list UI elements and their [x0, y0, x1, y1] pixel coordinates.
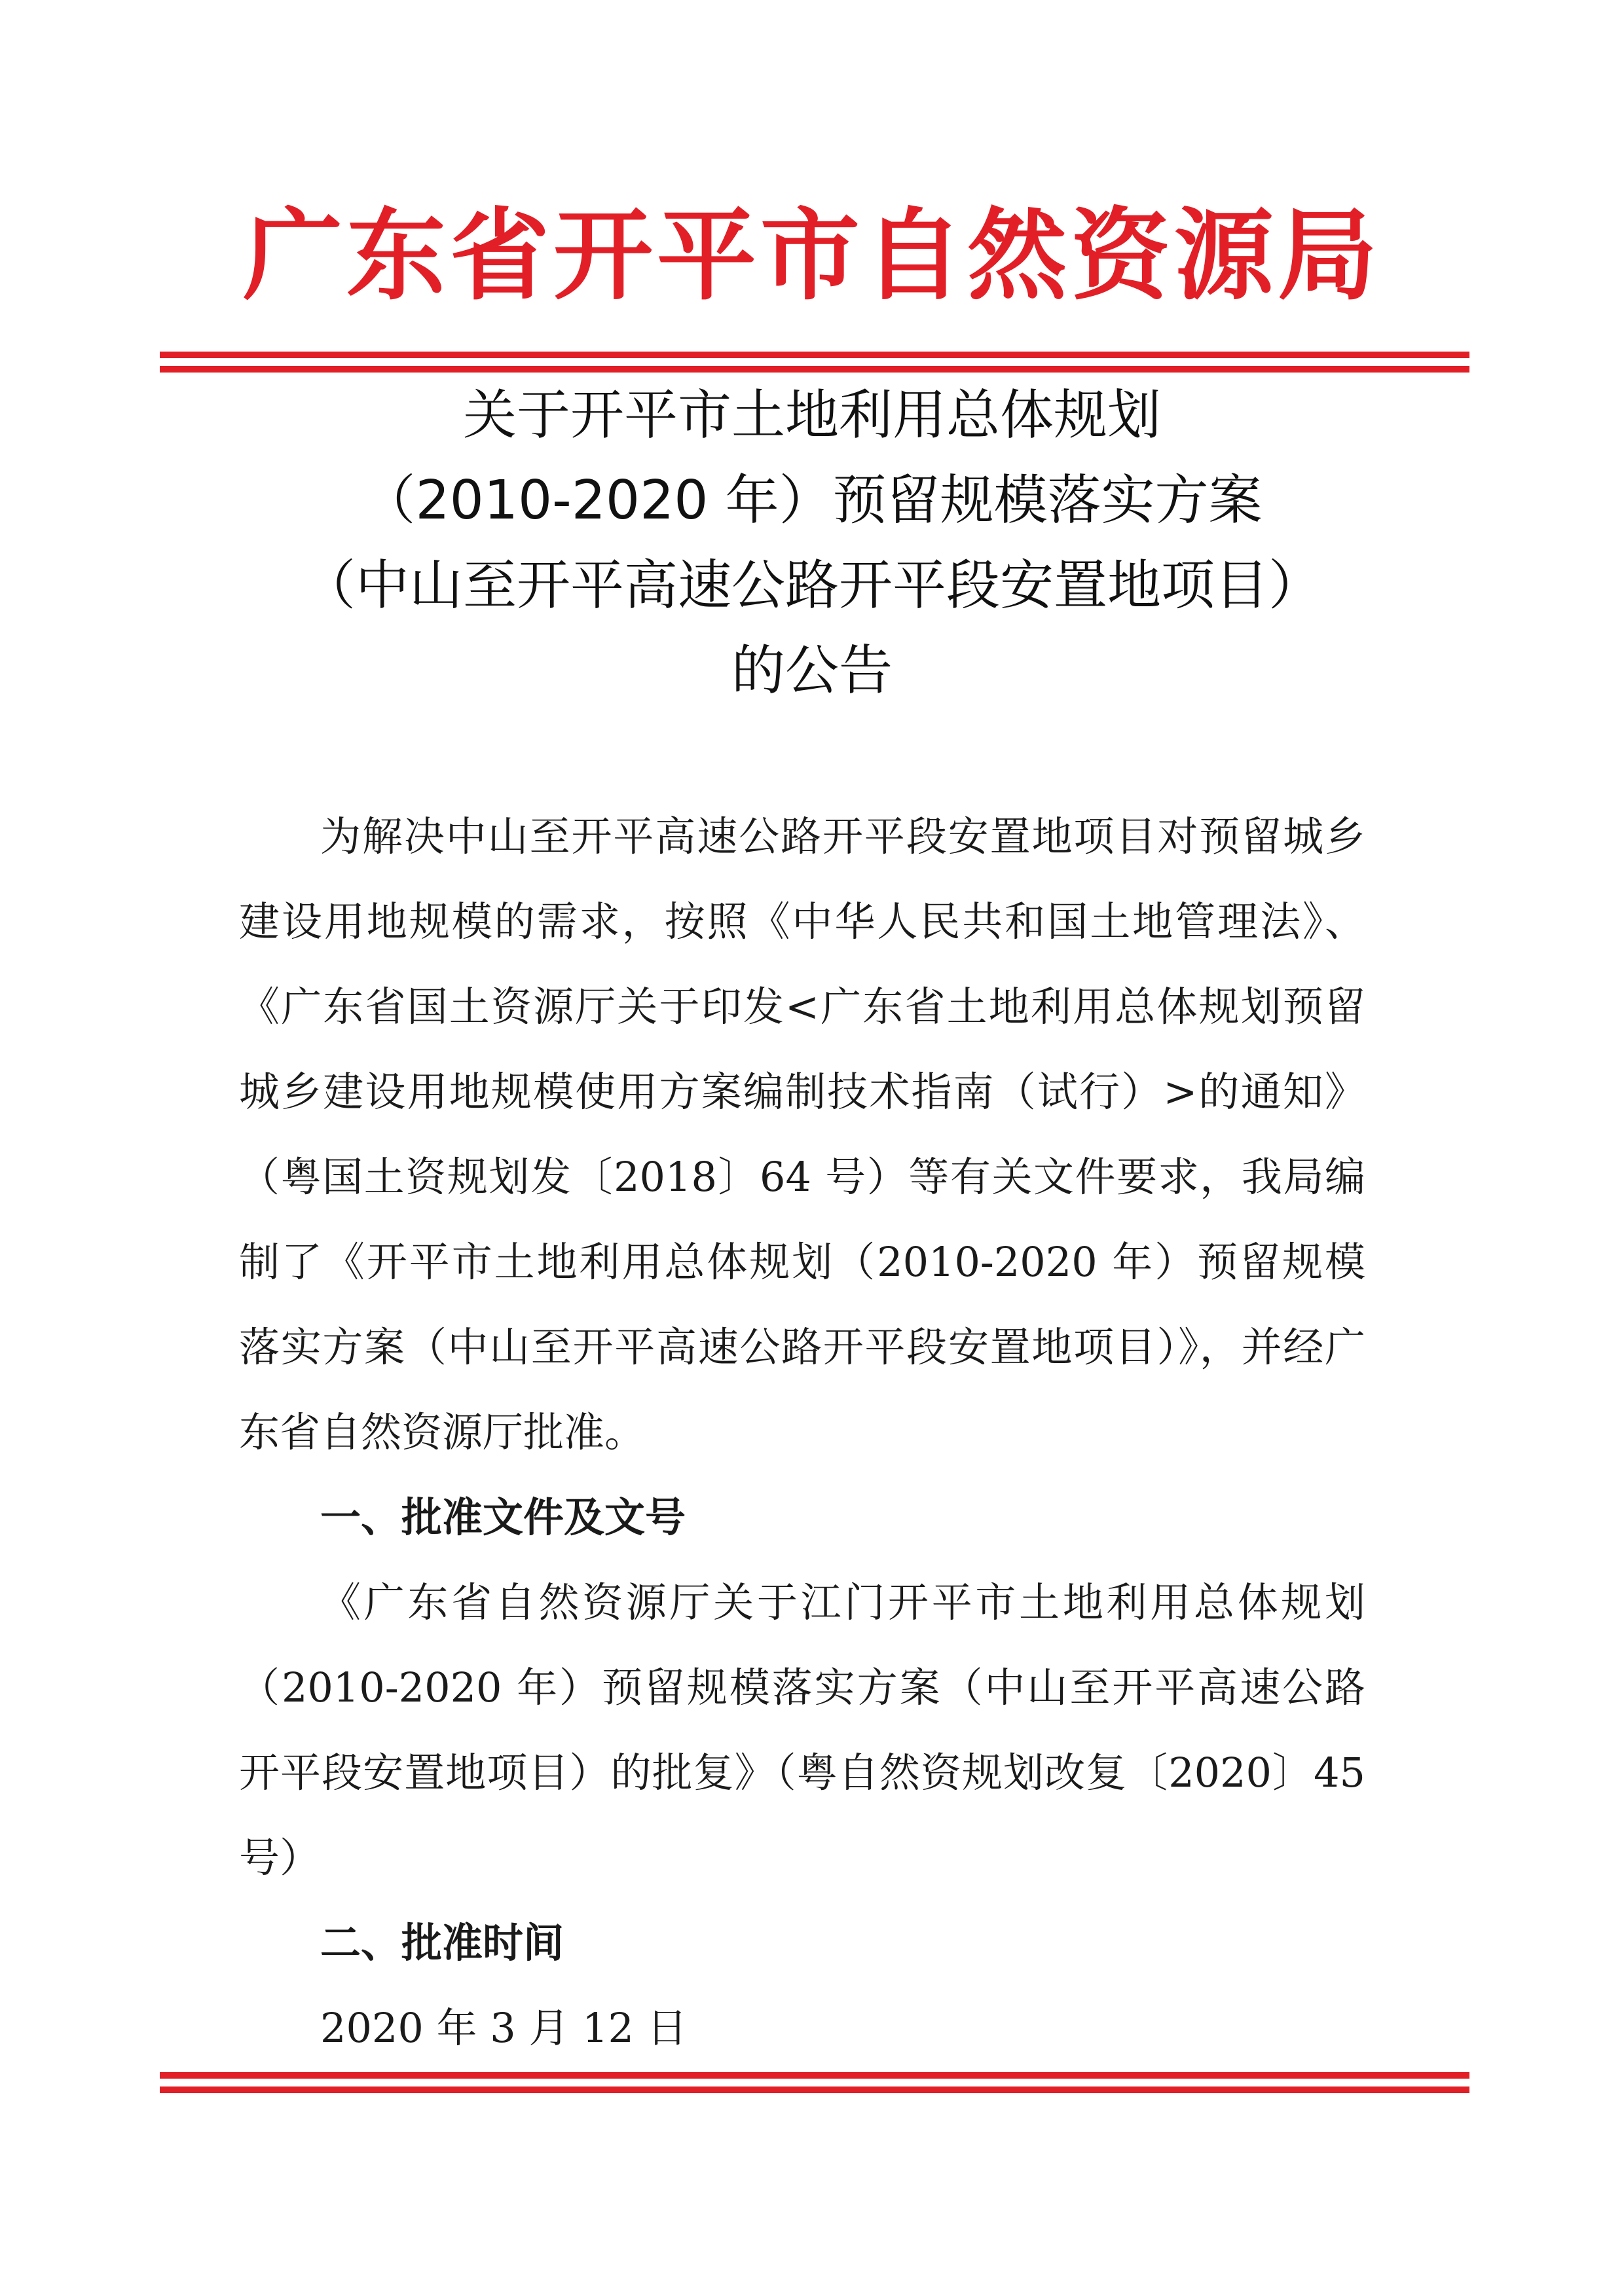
document-body	[239, 794, 1365, 2071]
section-2-heading: 二、批准时间	[320, 1919, 564, 1967]
issuer-masthead: 广东省开平市自然资源局	[243, 196, 1381, 314]
title-line-3: （中山至开平高速公路开平段安置地项目）	[301, 555, 1322, 617]
section-1-heading: 一、批准文件及文号	[320, 1493, 686, 1541]
intro-paragraph: 为解决中山至开平高速公路开平段安置地项目对预留城乡建设用地规模的需求，按照《中华人民共和国土地管理法》、《广东省国土资源厅关于印发<广东省土地利用总体规划预留城乡建设用地规模使用方案编制技术指南（试行）>的通知》（粤国土资规划发〔2018〕64 号）等有关文件要求，我局编制了《开平市土地利用总体规划（2010-2020 年）预留规模落实方案（中山至开平高速公路开平段安置地项目）》，并经广东省自然资源厅批准。	[239, 812, 1365, 1456]
title-line-1: 关于开平市土地利用总体规划	[462, 384, 1161, 446]
title-line-4: 的公告	[731, 640, 893, 702]
footer-rule-lower	[160, 2086, 1469, 2093]
header-rule-lower	[160, 366, 1469, 373]
section-1-text: 《广东省自然资源厅关于江门开平市土地利用总体规划（2010-2020 年）预留规模落实方案（中山至开平高速公路开平段安置地项目）的批复》（粤自然资规划改复〔2020〕45 号）	[239, 1578, 1365, 1882]
document-title	[0, 373, 1624, 714]
approval-date: 2020 年 3 月 12 日	[320, 2004, 688, 2052]
header-rule-upper	[160, 352, 1469, 358]
title-line-2: （2010-2020 年）预留规模落实方案	[361, 469, 1263, 532]
footer-rule-upper	[160, 2072, 1469, 2079]
